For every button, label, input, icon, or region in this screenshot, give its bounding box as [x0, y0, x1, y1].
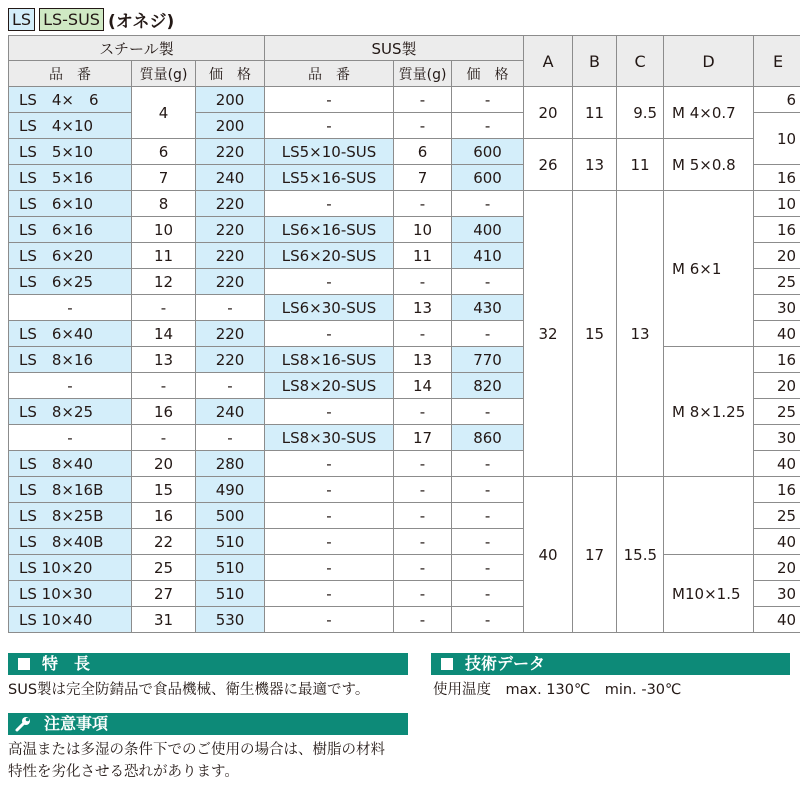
steel-part-no: LS 6×20 [9, 243, 132, 269]
table-row [9, 191, 800, 217]
steel-part-no: LS 8×25B [9, 503, 132, 529]
steel-part-no-header: 品 番 [9, 61, 132, 87]
dim-e-value: 16 [754, 165, 800, 191]
steel-part-no: LS 10×30 [9, 581, 132, 607]
sus-price: - [452, 607, 524, 633]
steel-part-no: - [9, 373, 132, 399]
steel-price: 240 [196, 165, 265, 191]
dim-b-value: 13 [573, 139, 617, 191]
steel-part-no: LS 6×25 [9, 269, 132, 295]
steel-mass: 12 [132, 269, 196, 295]
sus-part-no: LS6×30-SUS [265, 295, 394, 321]
square-bullet-icon [18, 658, 30, 670]
sus-part-no: - [265, 399, 394, 425]
steel-price: 200 [196, 87, 265, 113]
steel-price: 220 [196, 191, 265, 217]
sus-part-no: - [265, 477, 394, 503]
steel-part-no: LS 4×10 [9, 113, 132, 139]
sus-part-no: LS5×16-SUS [265, 165, 394, 191]
features-heading-bar [8, 653, 408, 675]
sus-price: - [452, 555, 524, 581]
dim-e-value: 30 [754, 581, 800, 607]
steel-price: 530 [196, 607, 265, 633]
sus-price: - [452, 477, 524, 503]
sus-part-no: LS8×20-SUS [265, 373, 394, 399]
sus-part-no: - [265, 269, 394, 295]
sus-mass: - [394, 607, 452, 633]
steel-price: 280 [196, 451, 265, 477]
dim-e-header: E [754, 36, 800, 87]
sus-price: 600 [452, 139, 524, 165]
steel-price: - [196, 295, 265, 321]
steel-price: 240 [196, 399, 265, 425]
table-row [9, 139, 800, 165]
dim-d-header: D [664, 36, 754, 87]
table-row [9, 87, 800, 113]
sus-price: 410 [452, 243, 524, 269]
steel-part-no: LS 8×40 [9, 451, 132, 477]
table-row [9, 555, 800, 581]
sus-price: - [452, 113, 524, 139]
dim-d-value: M 5×0.8 [664, 139, 754, 191]
sus-mass: 10 [394, 217, 452, 243]
dim-e-value: 10 [754, 113, 800, 165]
sus-part-no: - [265, 451, 394, 477]
sus-price: 860 [452, 425, 524, 451]
steel-part-no: - [9, 425, 132, 451]
steel-part-no: LS 6×16 [9, 217, 132, 243]
sus-part-no: LS8×30-SUS [265, 425, 394, 451]
dim-e-value: 16 [754, 347, 800, 373]
dim-e-value: 10 [754, 191, 800, 217]
sus-price: - [452, 451, 524, 477]
steel-mass: 8 [132, 191, 196, 217]
steel-price: 510 [196, 555, 265, 581]
sus-mass: - [394, 451, 452, 477]
steel-part-no: LS 8×40B [9, 529, 132, 555]
steel-price: 220 [196, 269, 265, 295]
sus-mass: 17 [394, 425, 452, 451]
square-bullet-icon [441, 658, 453, 670]
steel-mass: 4 [132, 87, 196, 139]
sus-mass: - [394, 87, 452, 113]
tag-ls-sus: LS-SUS [39, 8, 104, 31]
steel-price: - [196, 425, 265, 451]
sus-part-no: - [265, 113, 394, 139]
sus-mass: 13 [394, 347, 452, 373]
steel-mass: - [132, 425, 196, 451]
dim-e-value: 16 [754, 217, 800, 243]
sus-price: - [452, 191, 524, 217]
steel-price: 220 [196, 217, 265, 243]
dim-d-value: M 8×1.25 [664, 347, 754, 477]
sus-price: - [452, 269, 524, 295]
sus-part-no: - [265, 503, 394, 529]
steel-mass: - [132, 295, 196, 321]
sus-part-no: LS6×16-SUS [265, 217, 394, 243]
features-heading: 特 長 [42, 654, 91, 673]
steel-price: 490 [196, 477, 265, 503]
dim-e-value: 40 [754, 529, 800, 555]
dim-e-value: 16 [754, 477, 800, 503]
steel-mass: 22 [132, 529, 196, 555]
sus-price: 600 [452, 165, 524, 191]
sus-mass: - [394, 581, 452, 607]
title-suffix: (オネジ) [107, 11, 175, 32]
sus-mass: - [394, 555, 452, 581]
sus-part-no: - [265, 607, 394, 633]
dim-c-header: C [617, 36, 664, 87]
dim-e-value: 30 [754, 295, 800, 321]
sus-price: 820 [452, 373, 524, 399]
steel-part-no: - [9, 295, 132, 321]
steel-mass: 16 [132, 503, 196, 529]
caution-heading-bar [8, 713, 408, 735]
sus-part-no: - [265, 321, 394, 347]
steel-price: 500 [196, 503, 265, 529]
dim-d-value: M 6×1 [664, 191, 754, 347]
steel-part-no: LS 10×20 [9, 555, 132, 581]
caution-heading: 注意事項 [44, 714, 109, 733]
steel-part-no: LS 5×10 [9, 139, 132, 165]
sus-mass: - [394, 269, 452, 295]
steel-price: 220 [196, 321, 265, 347]
steel-price: 510 [196, 581, 265, 607]
dim-e-value: 6 [754, 87, 800, 113]
steel-mass: 27 [132, 581, 196, 607]
steel-mass: 20 [132, 451, 196, 477]
sus-mass: 6 [394, 139, 452, 165]
sus-mass: - [394, 321, 452, 347]
steel-part-no: LS 8×16 [9, 347, 132, 373]
wrench-icon [8, 715, 38, 733]
sus-price: 770 [452, 347, 524, 373]
sus-price: - [452, 321, 524, 347]
steel-price: - [196, 373, 265, 399]
dim-b-value: 15 [573, 191, 617, 477]
dim-e-value: 40 [754, 451, 800, 477]
dim-e-value: 20 [754, 243, 800, 269]
tech-heading-bar [431, 653, 790, 675]
dim-c-value: 9.5 [617, 87, 664, 139]
steel-part-no: LS 5×16 [9, 165, 132, 191]
sus-mass: - [394, 529, 452, 555]
sus-price: - [452, 581, 524, 607]
dim-c-value: 11 [617, 139, 664, 191]
steel-mass: 31 [132, 607, 196, 633]
steel-part-no: LS 8×16B [9, 477, 132, 503]
steel-price: 220 [196, 347, 265, 373]
sus-part-no: LS6×20-SUS [265, 243, 394, 269]
dim-e-value: 20 [754, 555, 800, 581]
tag-ls: LS [8, 8, 35, 31]
caution-line-1: 高温または多湿の条件下でのご使用の場合は、樹脂の材料 [8, 742, 385, 758]
steel-price: 510 [196, 529, 265, 555]
table-row [9, 347, 800, 373]
sus-part-no: - [265, 581, 394, 607]
dim-a-header: A [524, 36, 573, 87]
tech-text: 使用温度 max. 130℃ min. -30℃ [433, 682, 682, 698]
dim-e-value: 30 [754, 425, 800, 451]
steel-mass: 14 [132, 321, 196, 347]
dim-e-value: 25 [754, 269, 800, 295]
sus-part-no: - [265, 529, 394, 555]
steel-group-header: スチール製 [9, 36, 265, 61]
sus-price-header: 価 格 [452, 61, 524, 87]
dim-d-value: M10×1.5 [664, 555, 754, 633]
steel-mass: 11 [132, 243, 196, 269]
sus-part-no: - [265, 87, 394, 113]
steel-mass: 25 [132, 555, 196, 581]
features-text: SUS製は完全防錆品で食品機械、衛生機器に最適です。 [8, 682, 370, 698]
sus-price: 430 [452, 295, 524, 321]
sus-group-header: SUS製 [265, 36, 524, 61]
sus-mass: - [394, 191, 452, 217]
steel-part-no: LS 8×25 [9, 399, 132, 425]
dim-e-value: 25 [754, 503, 800, 529]
steel-part-no: LS 4× 6 [9, 87, 132, 113]
dim-b-header: B [573, 36, 617, 87]
sus-mass: - [394, 477, 452, 503]
sus-price: 400 [452, 217, 524, 243]
sus-mass: 14 [394, 373, 452, 399]
steel-price: 220 [196, 243, 265, 269]
dim-a-value: 32 [524, 191, 573, 477]
steel-price: 220 [196, 139, 265, 165]
steel-part-no: LS 6×10 [9, 191, 132, 217]
dim-a-value: 20 [524, 87, 573, 139]
steel-mass: 13 [132, 347, 196, 373]
steel-price: 200 [196, 113, 265, 139]
steel-mass: 15 [132, 477, 196, 503]
dim-d-value [664, 477, 754, 555]
steel-mass: 6 [132, 139, 196, 165]
dim-b-value: 17 [573, 477, 617, 633]
sus-part-no: LS8×16-SUS [265, 347, 394, 373]
steel-part-no: LS 10×40 [9, 607, 132, 633]
steel-price-header: 価 格 [196, 61, 265, 87]
steel-mass: 10 [132, 217, 196, 243]
product-title [8, 7, 174, 31]
steel-mass-header: 質量(g) [132, 61, 196, 87]
sus-mass: - [394, 113, 452, 139]
steel-mass: - [132, 373, 196, 399]
steel-part-no: LS 6×40 [9, 321, 132, 347]
sus-mass: - [394, 399, 452, 425]
sus-price: - [452, 529, 524, 555]
sus-part-no: - [265, 555, 394, 581]
dim-e-value: 25 [754, 399, 800, 425]
tech-heading: 技術データ [465, 654, 546, 673]
dim-c-value: 13 [617, 191, 664, 477]
dim-b-value: 11 [573, 87, 617, 139]
sus-price: - [452, 399, 524, 425]
sus-mass: - [394, 503, 452, 529]
table-row [9, 477, 800, 503]
spec-table [8, 35, 800, 633]
sus-price: - [452, 87, 524, 113]
steel-mass: 16 [132, 399, 196, 425]
sus-mass: 13 [394, 295, 452, 321]
caution-text [8, 739, 385, 783]
dim-d-value: M 4×0.7 [664, 87, 754, 139]
sus-mass: 7 [394, 165, 452, 191]
caution-line-2: 特性を劣化させる恐れがあります。 [8, 764, 239, 780]
dim-e-value: 20 [754, 373, 800, 399]
sus-price: - [452, 503, 524, 529]
dim-c-value: 15.5 [617, 477, 664, 633]
dim-a-value: 40 [524, 477, 573, 633]
sus-part-no-header: 品 番 [265, 61, 394, 87]
dim-e-value: 40 [754, 607, 800, 633]
sus-mass: 11 [394, 243, 452, 269]
dim-a-value: 26 [524, 139, 573, 191]
sus-mass-header: 質量(g) [394, 61, 452, 87]
steel-mass: 7 [132, 165, 196, 191]
sus-part-no: - [265, 191, 394, 217]
dim-e-value: 40 [754, 321, 800, 347]
sus-part-no: LS5×10-SUS [265, 139, 394, 165]
